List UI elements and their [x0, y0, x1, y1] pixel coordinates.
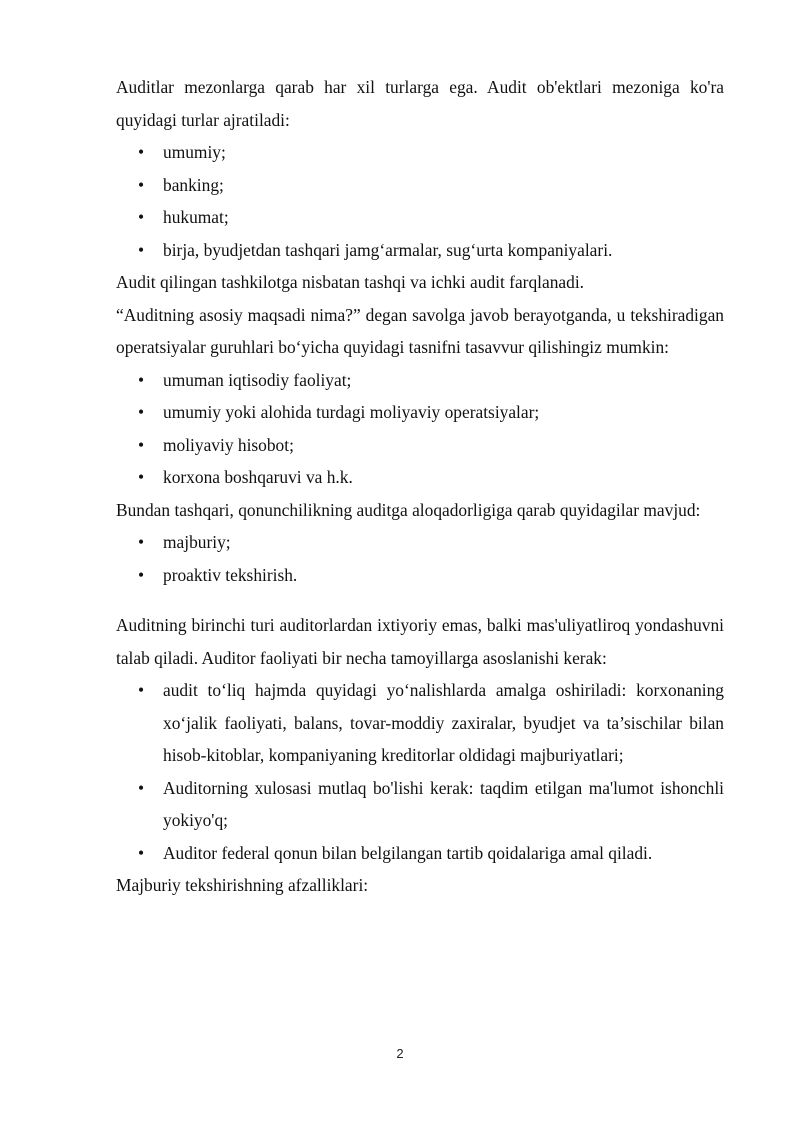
bullet-icon: • [138, 680, 145, 700]
bullet-icon: • [138, 239, 145, 260]
bullet-icon: • [138, 467, 145, 487]
legislation-types-list [116, 526, 724, 591]
list-item: • korxona boshqaruvi va h.k. [116, 461, 724, 494]
bullet-icon: • [138, 842, 145, 863]
first-type-paragraph: Auditning birinchi turi auditorlardan ixtiyoriy emas, balki mas'uliyatliroq yondashuvni talab qiladi. Auditor faoliyati bir necha tamoyillarga asoslanishi kerak: [116, 615, 724, 668]
bullet-icon: • [138, 207, 145, 227]
list-item: • majburiy; [116, 526, 724, 559]
legislation-paragraph: Bundan tashqari, qonunchilikning auditga aloqadorligiga qarab quyidagilar mavjud: [116, 499, 701, 520]
list-item: • banking; [116, 169, 724, 202]
list-item: • Auditor federal qonun bilan belgilangan tartib qoidalariga amal qiladi. [116, 837, 724, 870]
bullet-icon: • [138, 532, 145, 552]
intro-paragraph: Auditlar mezonlarga qarab har xil turlarga ega. Audit ob'ektlari mezoniga ko'ra quyidagi turlar ajratiladi: [116, 77, 724, 130]
purpose-paragraph: “Auditning asosiy maqsadi nima?” degan savolga javob berayotganda, u tekshiradigan operatsiyalar guruhlari bo‘yicha quyidagi tasnifni tasavvur qilishingiz mumkin: [116, 304, 724, 357]
list-item: • Auditorning xulosasi mutlaq bo'lishi kerak: taqdim etilgan ma'lumot ishonchli yokiyo'q; [116, 772, 724, 837]
list-item: • hukumat; [116, 201, 724, 234]
bullet-icon: • [138, 142, 145, 162]
operation-groups-list [116, 364, 724, 494]
document-page [116, 71, 724, 902]
list-item: • umumiy yoki alohida turdagi moliyaviy operatsiyalar; [116, 396, 724, 429]
bullet-icon: • [138, 174, 145, 195]
auditor-principles-list [116, 674, 724, 869]
list-item: • proaktiv tekshirish. [116, 559, 724, 592]
list-item: • umuman iqtisodiy faoliyat; [116, 364, 724, 397]
page-number: 2 [396, 1046, 404, 1061]
list-item: • birja, byudjetdan tashqari jamg‘armalar, sug‘urta kompaniyalari. [116, 234, 724, 267]
list-item: • audit to‘liq hajmda quyidagi yo‘nalishlarda amalga oshiriladi: korxonaning xo‘jalik faoliyati, balans, tovar-moddiy zaxiralar, byudjet va ta’sischilar bilan hisob-kitoblar, kompaniyaning kreditorlar oldidagi majburiyatlari; [116, 674, 724, 772]
bullet-icon: • [138, 777, 145, 798]
bullet-icon: • [138, 402, 145, 422]
bullet-icon: • [138, 369, 145, 390]
bullet-icon: • [138, 434, 145, 455]
bullet-icon: • [138, 564, 145, 585]
internal-external-paragraph: Audit qilingan tashkilotga nisbatan tashqi va ichki audit farqlanadi. [116, 272, 584, 292]
list-item: • umumiy; [116, 136, 724, 169]
advantages-heading: Majburiy tekshirishning afzalliklari: [116, 875, 369, 895]
list-item: • moliyaviy hisobot; [116, 429, 724, 462]
audit-object-types-list [116, 136, 724, 266]
